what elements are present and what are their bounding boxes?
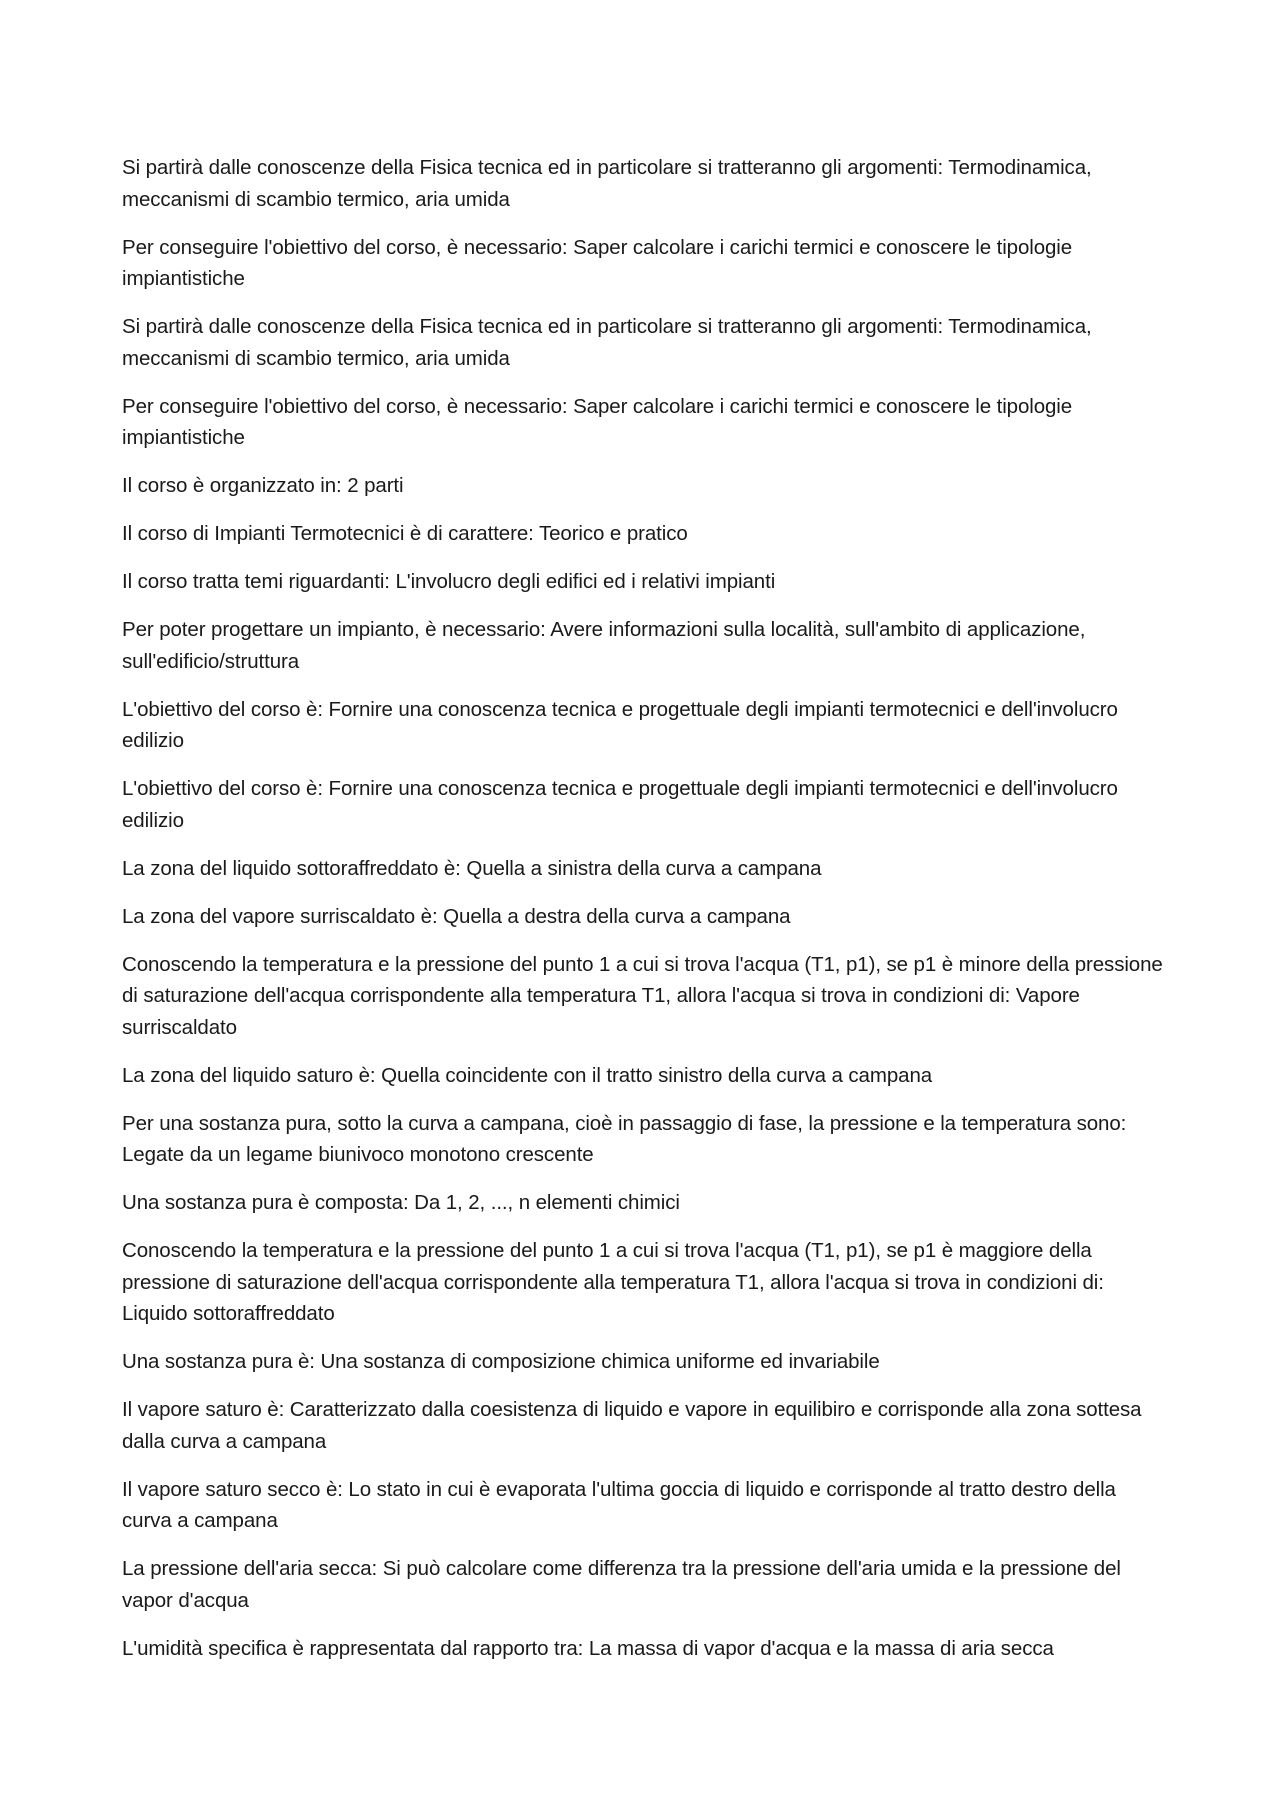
paragraph-9: L'obiettivo del corso è: Fornire una conoscenza tecnica e progettuale degli impianti termotecnici e dell'involucro edilizio <box>122 697 1118 752</box>
paragraph-19: Il vapore saturo è: Caratterizzato dalla coesistenza di liquido e vapore in equilibiro e corrisponde alla zona sottesa dalla curva a campana <box>122 1398 1142 1453</box>
paragraph-4: Per conseguire l'obiettivo del corso, è necessario: Saper calcolare i carichi termici e conoscere le tipologie impiantistiche <box>122 394 1073 449</box>
paragraph-20: Il vapore saturo secco è: Lo stato in cui è evaporata l'ultima goccia di liquido e corrisponde al tratto destro della curva a campana <box>122 1477 1116 1532</box>
paragraph-16: Una sostanza pura è composta: Da 1, 2, ..., n elementi chimici <box>122 1191 680 1214</box>
paragraph-2: Per conseguire l'obiettivo del corso, è necessario: Saper calcolare i carichi termici e conoscere le tipologie impiantistiche <box>122 235 1073 290</box>
paragraph-7: Il corso tratta temi riguardanti: L'involucro degli edifici ed i relativi impianti <box>122 570 776 593</box>
paragraph-13: Conoscendo la temperatura e la pressione del punto 1 a cui si trova l'acqua (T1, p1), se p1 è minore della pressione di saturazione dell'acqua corrispondente alla temperatura T1, allora l'acqua si trova in condizioni di: Vapore surriscaldato <box>122 952 1163 1039</box>
paragraph-11: La zona del liquido sottoraffreddato è: Quella a sinistra della curva a campana <box>122 856 822 880</box>
paragraph-12: La zona del vapore surriscaldato è: Quella a destra della curva a campana <box>122 904 791 928</box>
document-body <box>122 152 1170 1681</box>
paragraph-1: Si partirà dalle conoscenze della Fisica tecnica ed in particolare si tratteranno gli argomenti: Termodinamica, meccanismi di scambio termico, aria umida <box>122 156 1092 211</box>
paragraph-15: Per una sostanza pura, sotto la curva a campana, cioè in passaggio di fase, la pressione e la temperatura sono: Legate da un legame biunivoco monotono crescente <box>122 1111 1127 1166</box>
paragraph-14: La zona del liquido saturo è: Quella coincidente con il tratto sinistro della curva a campana <box>122 1063 933 1087</box>
paragraph-10: L'obiettivo del corso è: Fornire una conoscenza tecnica e progettuale degli impianti termotecnici e dell'involucro edilizio <box>122 777 1118 832</box>
paragraph-8: Per poter progettare un impianto, è necessario: Avere informazioni sulla località, sull'ambito di applicazione, sull'edificio/struttura <box>122 618 1086 673</box>
paragraph-5: Il corso è organizzato in: 2 parti <box>122 474 404 497</box>
paragraph-6: Il corso di Impianti Termotecnici è di carattere: Teorico e pratico <box>122 522 688 545</box>
paragraph-3: Si partirà dalle conoscenze della Fisica tecnica ed in particolare si tratteranno gli argomenti: Termodinamica, meccanismi di scambio termico, aria umida <box>122 315 1092 370</box>
paragraph-18: Una sostanza pura è: Una sostanza di composizione chimica uniforme ed invariabile <box>122 1350 880 1373</box>
paragraph-17: Conoscendo la temperatura e la pressione del punto 1 a cui si trova l'acqua (T1, p1), se p1 è maggiore della pressione di saturazione dell'acqua corrispondente alla temperatura T1, allora l'acqua si trova in condizioni di: Liquido sottoraffreddato <box>122 1239 1104 1325</box>
paragraph-22: L'umidità specifica è rappresentata dal rapporto tra: La massa di vapor d'acqua e la massa di aria secca <box>122 1636 1054 1660</box>
paragraph-21: La pressione dell'aria secca: Si può calcolare come differenza tra la pressione dell'aria umida e la pressione del vapor d'acqua <box>122 1557 1121 1612</box>
